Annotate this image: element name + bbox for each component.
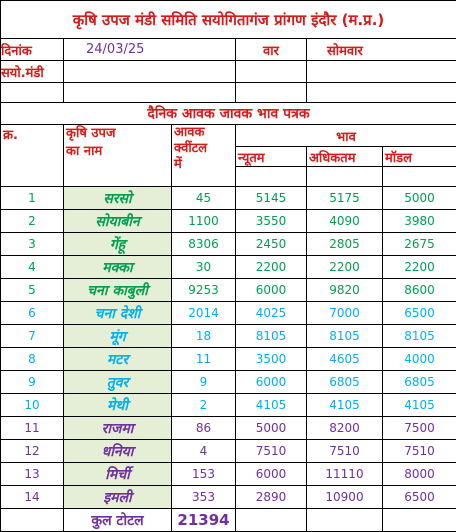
- cell-sno: 2: [1, 210, 64, 233]
- table-row: [1, 279, 456, 302]
- col-header-crop-line2: का नाम: [66, 143, 171, 161]
- cell-arrival: 2: [172, 394, 236, 417]
- cell-min: 6000: [236, 279, 307, 302]
- cell-modal: 2675: [383, 233, 456, 256]
- blank-cell: [236, 167, 307, 187]
- blank-cell: [64, 61, 236, 83]
- col-header-arrival: [172, 125, 236, 187]
- cell-max: 10900: [307, 486, 383, 509]
- col-header-price: भाव: [236, 125, 456, 147]
- cell-sno: 7: [1, 325, 64, 348]
- date-label: दिनांक: [1, 39, 64, 61]
- table-row: [1, 394, 456, 417]
- cell-max: 2200: [307, 256, 383, 279]
- cell-min: 6000: [236, 371, 307, 394]
- blank-cell: [307, 167, 383, 187]
- table-row: [1, 256, 456, 279]
- cell-crop: राजमा: [64, 417, 172, 440]
- cell-modal: 7500: [383, 417, 456, 440]
- col-header-sno: क्र.: [1, 125, 64, 187]
- table-row: [1, 417, 456, 440]
- cell-arrival: 1100: [172, 210, 236, 233]
- cell-min: 5000: [236, 417, 307, 440]
- col-header-crop-line1: कृषि उपज: [66, 125, 171, 143]
- cell-max: 4105: [307, 394, 383, 417]
- table-row: [1, 463, 456, 486]
- table-row: [1, 348, 456, 371]
- cell-modal: 3980: [383, 210, 456, 233]
- cell-crop: सरसो: [64, 187, 172, 210]
- cell-max: 9820: [307, 279, 383, 302]
- col-header-modal: मॉडल: [383, 147, 456, 167]
- cell-min: 8105: [236, 325, 307, 348]
- cell-arrival: 30: [172, 256, 236, 279]
- cell-min: 5145: [236, 187, 307, 210]
- cell-min: 3550: [236, 210, 307, 233]
- cell-crop: इमली: [64, 486, 172, 509]
- cell-max: 8200: [307, 417, 383, 440]
- cell-sno: 13: [1, 463, 64, 486]
- table-row: [1, 233, 456, 256]
- cell-arrival: 2014: [172, 302, 236, 325]
- cell-max: 7510: [307, 440, 383, 463]
- col-header-max: अधिकतम: [307, 147, 383, 167]
- cell-crop: मिर्ची: [64, 463, 172, 486]
- col-header-crop: [64, 125, 172, 187]
- cell-arrival: 153: [172, 463, 236, 486]
- cell-sno: 5: [1, 279, 64, 302]
- total-row: [1, 509, 456, 532]
- cell-max: 11110: [307, 463, 383, 486]
- blank-cell: [307, 509, 383, 532]
- cell-sno: 6: [1, 302, 64, 325]
- page-title: कृषि उपज मंडी समिति सयोगितागंज प्रांगण इंदौर (म.प्र.): [1, 1, 456, 39]
- cell-crop: मटर: [64, 348, 172, 371]
- cell-modal: 8000: [383, 463, 456, 486]
- cell-crop: मक्का: [64, 256, 172, 279]
- cell-max: 4090: [307, 210, 383, 233]
- table-row: [1, 325, 456, 348]
- table-row: [1, 486, 456, 509]
- cell-crop: धनिया: [64, 440, 172, 463]
- cell-min: 3500: [236, 348, 307, 371]
- cell-max: 2805: [307, 233, 383, 256]
- total-value: 21394: [172, 509, 236, 532]
- cell-arrival: 8306: [172, 233, 236, 256]
- blank-cell: [307, 83, 456, 103]
- cell-modal: 6500: [383, 486, 456, 509]
- table-row: [1, 302, 456, 325]
- blank-cell: [1, 83, 64, 103]
- report-title: दैनिक आवक जावक भाव पत्रक: [1, 103, 456, 125]
- cell-sno: 1: [1, 187, 64, 210]
- cell-modal: 5000: [383, 187, 456, 210]
- col-header-arrival-line3: में: [174, 157, 235, 173]
- cell-crop: गेंहू: [64, 233, 172, 256]
- cell-sno: 12: [1, 440, 64, 463]
- day-label: वार: [236, 39, 307, 61]
- cell-crop: चना देशी: [64, 302, 172, 325]
- col-header-min: न्यूतम: [236, 147, 307, 167]
- cell-arrival: 86: [172, 417, 236, 440]
- blank-cell: [383, 167, 456, 187]
- cell-min: 4105: [236, 394, 307, 417]
- blank-cell: [383, 509, 456, 532]
- cell-crop: तुवर: [64, 371, 172, 394]
- cell-arrival: 45: [172, 187, 236, 210]
- cell-sno: 11: [1, 417, 64, 440]
- cell-modal: 2200: [383, 256, 456, 279]
- cell-min: 2890: [236, 486, 307, 509]
- blank-cell: [236, 509, 307, 532]
- cell-sno: 9: [1, 371, 64, 394]
- cell-max: 6805: [307, 371, 383, 394]
- cell-max: 5175: [307, 187, 383, 210]
- cell-modal: 8600: [383, 279, 456, 302]
- cell-arrival: 9: [172, 371, 236, 394]
- col-header-arrival-line1: आवक: [174, 125, 235, 141]
- table-row: [1, 210, 456, 233]
- cell-arrival: 353: [172, 486, 236, 509]
- cell-sno: 8: [1, 348, 64, 371]
- cell-modal: 6805: [383, 371, 456, 394]
- cell-arrival: 9253: [172, 279, 236, 302]
- cell-modal: 4000: [383, 348, 456, 371]
- table-row: [1, 371, 456, 394]
- cell-sno: 4: [1, 256, 64, 279]
- market-label: सयो.मंडी: [1, 61, 64, 83]
- cell-modal: 8105: [383, 325, 456, 348]
- cell-modal: 6500: [383, 302, 456, 325]
- cell-sno: 3: [1, 233, 64, 256]
- cell-crop: सोयाबीन: [64, 210, 172, 233]
- cell-sno: 14: [1, 486, 64, 509]
- blank-cell: [236, 83, 307, 103]
- day-value: सोमवार: [307, 39, 456, 61]
- cell-min: 4025: [236, 302, 307, 325]
- cell-modal: 4105: [383, 394, 456, 417]
- blank-cell: [307, 61, 456, 83]
- cell-crop: चना काबुली: [64, 279, 172, 302]
- blank-cell: [64, 83, 236, 103]
- cell-max: 4605: [307, 348, 383, 371]
- cell-arrival: 4: [172, 440, 236, 463]
- table-row: [1, 440, 456, 463]
- cell-arrival: 18: [172, 325, 236, 348]
- cell-max: 8105: [307, 325, 383, 348]
- cell-arrival: 11: [172, 348, 236, 371]
- table-row: [1, 187, 456, 210]
- col-header-arrival-line2: क्वींटल: [174, 141, 235, 157]
- cell-max: 7000: [307, 302, 383, 325]
- cell-modal: 7510: [383, 440, 456, 463]
- date-value: 24/03/25: [64, 39, 236, 61]
- cell-crop: मेथी: [64, 394, 172, 417]
- cell-crop: मूंग: [64, 325, 172, 348]
- blank-cell: [236, 61, 307, 83]
- cell-min: 2200: [236, 256, 307, 279]
- total-label: कुल टोटल: [64, 509, 172, 532]
- cell-min: 7510: [236, 440, 307, 463]
- blank-cell: [1, 509, 64, 532]
- cell-min: 2450: [236, 233, 307, 256]
- cell-sno: 10: [1, 394, 64, 417]
- cell-min: 6000: [236, 463, 307, 486]
